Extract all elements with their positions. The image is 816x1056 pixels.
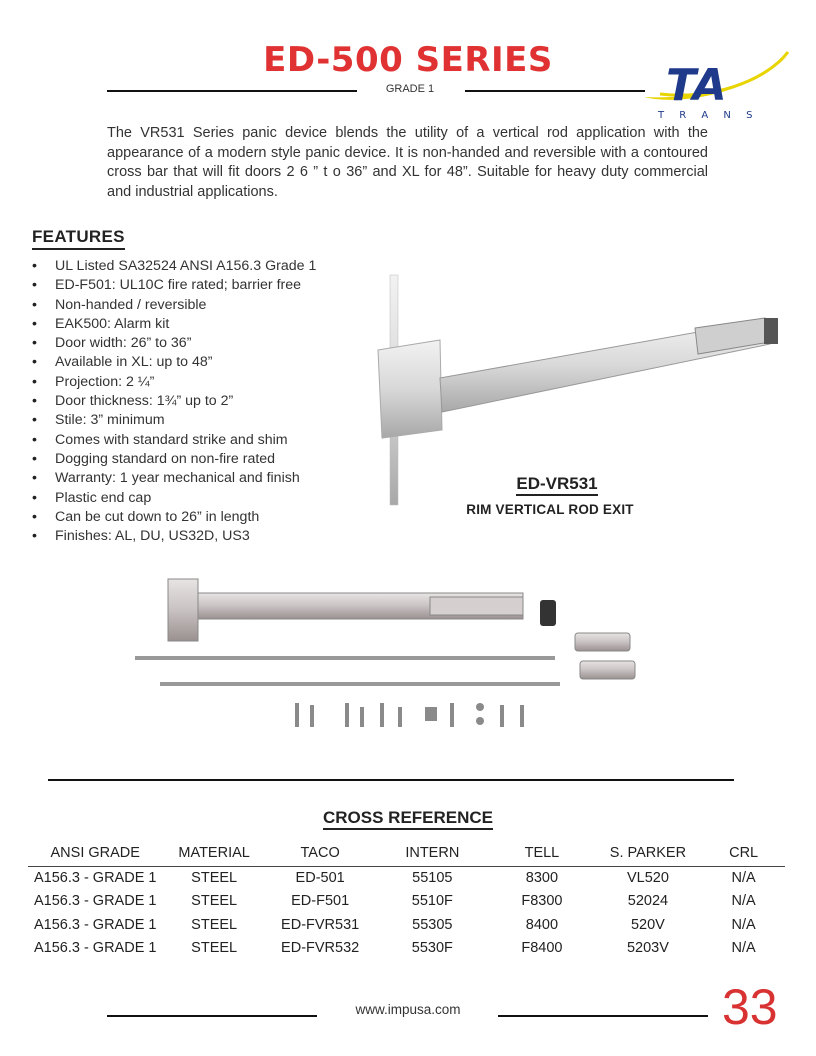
brand-logo <box>640 42 800 124</box>
table-cell: 52024 <box>627 893 669 910</box>
feature-item: • Warranty: 1 year mechanical and finish <box>32 469 316 488</box>
table-cell: 5203V <box>626 940 669 957</box>
table-cell: N/A <box>731 940 756 957</box>
cross-reference-heading <box>0 808 816 828</box>
feature-item: • Door thickness: 1¾” up to 2” <box>32 392 316 411</box>
feature-item: • Non-handed / reversible <box>32 296 316 315</box>
column-header: TELL <box>490 840 593 866</box>
table-cell: N/A <box>731 916 756 933</box>
table-cell: STEEL <box>191 870 238 886</box>
feature-item: • Available in XL: up to 48” <box>32 353 316 372</box>
table-cell: ED-FVR532 <box>281 940 360 957</box>
intro-paragraph: The VR531 Series panic device blends the utility of a vertical rod application with the appearance of a modern style panic device. It is non-handed and reversible with a contoured cross bar that will fit doors 2 6 ” t o 36” and XL for 48”. Suitable for heavy duty commercial and industrial applications. <box>107 125 708 200</box>
cross-reference-heading-text: CROSS REFERENCE <box>323 808 493 830</box>
header-rule-left <box>107 90 357 92</box>
column-header: S. PARKER <box>594 840 703 866</box>
feature-item: • EAK500: Alarm kit <box>32 315 316 334</box>
features-list <box>32 257 316 546</box>
logo-letters: TA <box>666 60 727 111</box>
feature-item: • Door width: 26” to 36” <box>32 334 316 353</box>
table-cell: 8300 <box>525 870 559 886</box>
logo-subtext: T R A N S <box>658 110 759 121</box>
column-header: INTERN <box>374 840 490 866</box>
table-cell: N/A <box>731 893 756 910</box>
feature-item: • Can be cut down to 26” in length <box>32 508 316 527</box>
feature-item: • Plastic end cap <box>32 489 316 508</box>
table-cell: 55105 <box>412 870 453 886</box>
column-header: MATERIAL <box>162 840 265 866</box>
table-row <box>28 866 785 890</box>
table-cell: STEEL <box>191 893 238 910</box>
product-description: RIM VERTICAL ROD EXIT <box>466 502 634 517</box>
feature-item: • UL Listed SA32524 ANSI A156.3 Grade 1 <box>32 257 316 276</box>
table-cell: 520V <box>630 916 665 933</box>
table-row <box>28 890 785 914</box>
table-cell: 5530F <box>411 940 453 957</box>
feature-item: • Comes with standard strike and shim <box>32 431 316 450</box>
table-cell: A156.3 - GRADE 1 <box>33 870 157 886</box>
feature-item: • Stile: 3” minimum <box>32 411 316 430</box>
feature-item: • ED-F501: UL10C fire rated; barrier free <box>32 276 316 295</box>
table-cell: 55305 <box>412 916 453 933</box>
page-title: ED-500 SERIES <box>263 40 553 80</box>
feature-item: • Dogging standard on non-fire rated <box>32 450 316 469</box>
grade-label: GRADE 1 <box>385 83 435 95</box>
table-header-row <box>28 840 785 866</box>
table-row <box>28 937 785 961</box>
table-cell: F8300 <box>521 893 563 910</box>
kit-components-image <box>130 575 650 740</box>
product-code <box>457 474 657 494</box>
column-header: ANSI GRADE <box>28 840 162 866</box>
table-cell: 5510F <box>411 893 453 910</box>
table-cell: A156.3 - GRADE 1 <box>33 940 157 957</box>
features-heading: FEATURES <box>32 227 125 250</box>
header-rule-right <box>465 90 645 92</box>
table-cell: STEEL <box>191 916 238 933</box>
table-cell: F8400 <box>521 940 563 957</box>
table-cell: ED-501 <box>295 870 345 886</box>
table-cell: N/A <box>731 870 756 886</box>
cross-reference-table <box>28 840 785 960</box>
page-number: 33 <box>722 979 778 1035</box>
table-row <box>28 913 785 937</box>
section-divider <box>48 779 734 781</box>
table-cell: ED-F501 <box>291 893 350 910</box>
table-cell: VL520 <box>626 870 669 886</box>
footer-rule-right <box>498 1015 708 1017</box>
table-cell: A156.3 - GRADE 1 <box>33 893 157 910</box>
website-link[interactable]: www.impusa.com <box>355 1002 461 1017</box>
feature-item: • Finishes: AL, DU, US32D, US3 <box>32 527 316 546</box>
column-header: CRL <box>702 840 785 866</box>
feature-item: • Projection: 2 ¼” <box>32 373 316 392</box>
table-cell: STEEL <box>191 940 238 957</box>
table-cell: ED-FVR531 <box>281 916 360 933</box>
table-cell: 8400 <box>525 916 559 933</box>
table-cell: A156.3 - GRADE 1 <box>33 916 157 933</box>
column-header: TACO <box>266 840 375 866</box>
product-code-text: ED-VR531 <box>516 474 597 496</box>
